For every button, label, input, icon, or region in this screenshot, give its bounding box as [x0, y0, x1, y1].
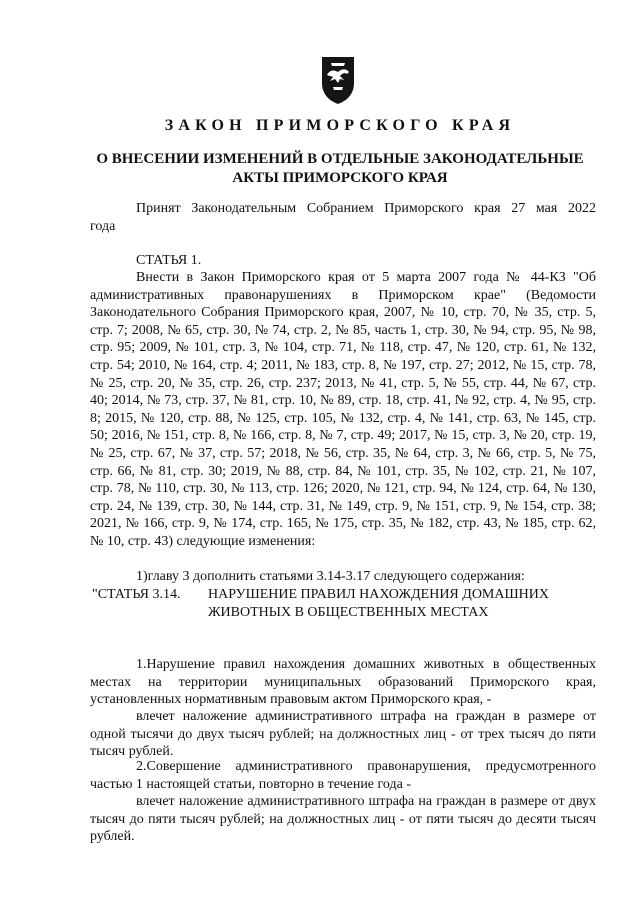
article-paragraph: влечет наложение административного штрафа на граждан в размере от одной тысячи до двух тысяч рублей; на должностных лиц - от трех тысяч до пяти тысяч рублей.	[90, 709, 596, 760]
law-subtitle: О ВНЕСЕНИИ ИЗМЕНЕНИЙ В ОТДЕЛЬНЫЕ ЗАКОНОДАТЕЛЬНЫЕ АКТЫ ПРИМОРСКОГО КРАЯ	[96, 151, 584, 186]
article-heading: СТАТЬЯ 1.	[136, 253, 202, 268]
article-paragraph: влечет наложение административного штрафа на граждан в размере от двух тысяч до пяти тысяч рублей; на должностных лиц - от пяти тысяч до десяти тысяч рублей.	[90, 794, 596, 845]
amendment-paragraph: Внести в Закон Приморского края от 5 марта 2007 года № 44-КЗ "Об административных правонарушениях в Приморском крае" (Ведомости Законодательного Собрания Приморского края, 2007, № 10, стр. 70, № 35, стр. 5, стр. 7; 2008, № 65, стр. 30, № 74, стр. 2, № 85, часть 1, стр. 30, № 94, стр. 95, № 98, стр. 95; 2009, № 101, стр. 3, № 104, стр. 71, № 118, стр. 47, № 120, стр. 61, № 132, стр. 54; 2010, № 164, стр. 4; 2011, № 183, стр. 8, № 197, стр. 27; 2012, № 15, стр. 78, № 25, стр. 20, № 35, стр. 26, стр. 237; 2013, № 41, стр. 5, № 55, стр. 44, № 67, стр. 40; 2014, № 73, стр. 37, № 81, стр. 10, № 89, стр. 18, стр. 41, № 92, стр. 4, № 95, стр. 8; 2015, № 120, стр. 88, № 125, стр. 105, № 132, стр. 4, № 141, стр. 63, № 145, стр. 50; 2016, № 151, стр. 8, № 166, стр. 8, № 7, стр. 49; 2017, № 15, стр. 3, № 20, стр. 19, № 25, стр. 67, № 37, стр. 57; 2018, № 56, стр. 35, № 64, стр. 3, № 66, стр. 5, № 75, стр. 66, № 81, стр. 30; 2019, № 88, стр. 84, № 101, стр. 35, № 102, стр. 21, № 107, стр. 78, № 110, стр. 30, № 113, стр. 126; 2020, № 121, стр. 94, № 124, стр. 64, № 130, стр. 24, № 139, стр. 30, № 144, стр. 31, № 149, стр. 9, № 151, стр. 9, № 154, стр. 38; 2021, № 166, стр. 9, № 174, стр. 165, № 175, стр. 35, № 182, стр. 43, № 185, стр. 62, № 10, стр. 43) следующие изменения:	[90, 270, 596, 549]
article-paragraph: 2.Совершение административного правонарушения, предусмотренного частью 1 настоящей статьи, повторно в течение года -	[90, 759, 596, 792]
law-title: ЗАКОН ПРИМОРСКОГО КРАЯ	[164, 117, 516, 134]
new-article-title: НАРУШЕНИЕ ПРАВИЛ НАХОЖДЕНИЯ ДОМАШНИХ ЖИВОТНЫХ В ОБЩЕСТВЕННЫХ МЕСТАХ	[208, 587, 549, 620]
new-article-label: "СТАТЬЯ 3.14.	[92, 587, 181, 602]
coat-of-arms-icon	[318, 55, 358, 105]
amendment-item-1: 1)главу 3 дополнить статьями 3.14-3.17 следующего содержания:	[136, 569, 525, 584]
article-paragraph: 1.Нарушение правил нахождения домашних животных в общественных местах на территории муниципальных образований Приморского края, установленных нормативным правовым актом Приморского края, -	[90, 657, 596, 708]
adoption-statement: Принят Законодательным Собранием Приморского края 27 мая 2022 года	[90, 201, 596, 234]
